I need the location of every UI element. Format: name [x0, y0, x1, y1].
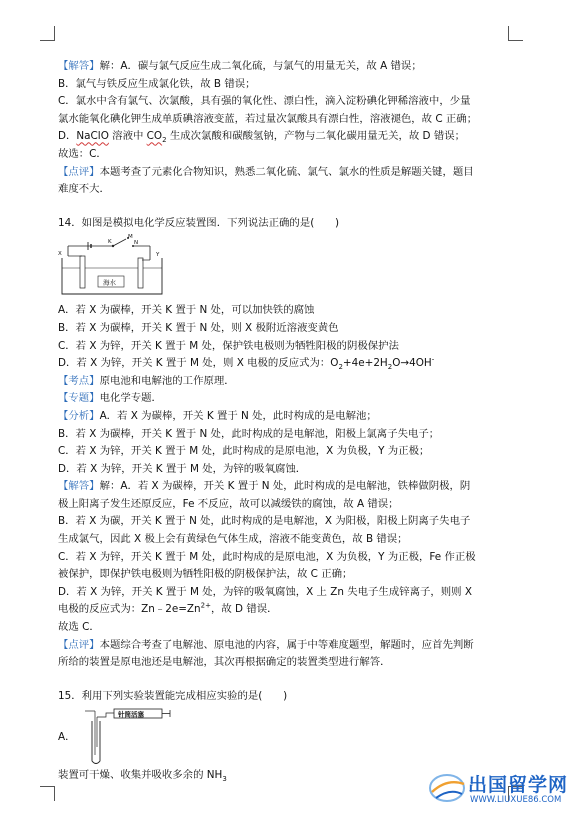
q14-analysis-line-4: D．若 X 为锌，开关 K 置于 M 处，为锌的吸氧腐蚀．: [58, 462, 307, 475]
q13-solution-line-3: C．氯水中含有氯气、次氯酸，具有强的氧化性、漂白性，滴入淀粉碘化钾稀溶液中，少量: [58, 95, 471, 108]
q14-option-b: B．若 X 为碳棒，开关 K 置于 N 处，则 X 极附近溶液变黄色: [58, 321, 339, 334]
q14-solution-line-8: 电极的反应式为：$Zn﹣2e=Zn^{2+}$，故 D 错误．: [58, 601, 278, 616]
electrochemistry-apparatus-figure: [58, 234, 510, 298]
q14-solution-line-1: 【解答】解：A．若 X 为碳棒，开关 K 置于 N 处，此时构成的是电解池，铁棒做阴极，阴: [58, 480, 471, 493]
q14-option-c: C．若 X 为锌，开关 K 置于 M 处，保护铁电极则为牺牲阳极的阴极保护法: [58, 339, 399, 352]
q14-knowledge-point: 【考点】原电池和电解池的工作原理．: [58, 374, 235, 387]
crop-mark-top-right: [508, 26, 523, 41]
globe-swoosh-icon: [428, 772, 466, 804]
site-watermark-logo: [424, 766, 584, 813]
q15-stem: 15．利用下列实验装置能完成相应实验的是( ): [58, 689, 288, 702]
q14-comment-line-2: 所给的装置是原电池还是电解池，其次再根据确定的装置类型进行解答．: [58, 656, 391, 669]
watermark-site-url: WWW.LIUXUE86.COM: [470, 795, 562, 805]
q14-solution-line-5: C．若 X 为锌，开关 K 置于 M 处，此时构成的是原电池，X 为负极，Y 为正极，Fe 作正极: [58, 550, 476, 563]
q14-solution-line-6: 被保护，即保护铁电极则为牺牲阳极的阴极保护法，故 C 正确；: [58, 568, 353, 581]
q13-solution-line-2: B．氯气与铁反应生成氯化铁，故 B 错误；: [58, 77, 256, 90]
syringe-plunger-label: 针筒活塞: [118, 710, 144, 719]
label-x: X: [58, 251, 62, 258]
q14-solution-line-7: D．若 X 为锌，开关 K 置于 M 处，为锌的吸氧腐蚀，X 上 Zn 失电子生成锌离子，则则 X: [58, 585, 472, 598]
crop-mark-bottom-left: [40, 786, 55, 801]
q13-solution-line-4: 氯水能氧化碘化钾生成单质碘溶液变蓝，若过量次氯酸具有漂白性，溶液褪色，故 C 正确；: [58, 112, 478, 125]
q14-solution-line-4: 生成氯气，因此 X 极上会有黄绿色气体生成，溶液不能变黄色，故 B 错误；: [58, 533, 408, 546]
q14-stem: 14．如图是模拟电化学反应装置图．下列说法正确的是( ): [58, 216, 340, 229]
label-k: K: [108, 239, 112, 246]
q13-comment-line-1: 【点评】本题考查了元素化合物知识，熟悉二氧化硫、氯气、氯水的性质是解题关键，题目: [58, 165, 474, 178]
q14-solution-line-2: 极上阳离子发生还原反应，Fe 不反应，故可以减缓铁的腐蚀，故 A 错误；: [58, 497, 399, 510]
q14-topic: 【专题】电化学专题．: [58, 392, 162, 405]
q13-answer: 故选：C．: [58, 147, 107, 160]
q14-option-d: D．若 X 为锌，开关 K 置于 M 处，则 X 电极的反应式为：$O_2+4e+2H_2O\to 4OH^-$: [58, 355, 435, 372]
q15-option-a-label: A．: [58, 731, 76, 744]
q14-analysis-line-3: C．若 X 为锌，开关 K 置于 M 处，此时构成的是原电池，X 为负极，Y 为正极；: [58, 445, 430, 458]
q14-option-a: A．若 X 为碳棒，开关 K 置于 N 处，可以加快铁的腐蚀: [58, 304, 315, 317]
q14-answer: 故选 C．: [58, 621, 100, 634]
q14-analysis-line-1: 【分析】A．若 X 为碳棒，开关 K 置于 N 处，此时构成的是电解池；: [58, 409, 377, 422]
q15-option-a-description: 装置可干燥、收集并吸收多余的 $NH_3$: [58, 769, 227, 784]
q13-solution-line-1: 【解答】解：A．碳与氯气反应生成二氧化硫，与氯气的用量无关，故 A 错误；: [58, 60, 422, 72]
q14-solution-line-3: B．若 X 为碳，开关 K 置于 N 处，此时构成的是电解池，X 为阳极，阳极上阴离子失电子: [58, 515, 471, 528]
q13-solution-line-5: D．NaClO 溶液中 $CO_2$ 生成次氯酸和碳酸氢钠，产物与二氧化碳用量无关，故 D 错误；: [58, 130, 466, 145]
crop-mark-top-left: [40, 26, 55, 41]
label-seawater: 海水: [103, 278, 116, 287]
label-y: Y: [156, 252, 160, 259]
q14-comment-line-1: 【点评】本题综合考查了电解池、原电池的内容，属于中等难度题型，解题时，应首先判断: [58, 638, 474, 651]
q15-option-a-figure: [58, 707, 510, 767]
electrolysis-cell-diagram: [58, 234, 168, 298]
q13-comment-line-2: 难度不大．: [58, 183, 110, 196]
label-n: N: [134, 240, 139, 247]
watermark-site-name: 出国留学网: [468, 774, 569, 796]
page-content: [58, 58, 510, 785]
q14-analysis-line-2: B．若 X 为碳棒，开关 K 置于 N 处，此时构成的是电解池，阳极上氯离子失电子；: [58, 427, 440, 440]
label-m: M: [128, 234, 133, 241]
syringe-apparatus-diagram: [78, 707, 198, 767]
